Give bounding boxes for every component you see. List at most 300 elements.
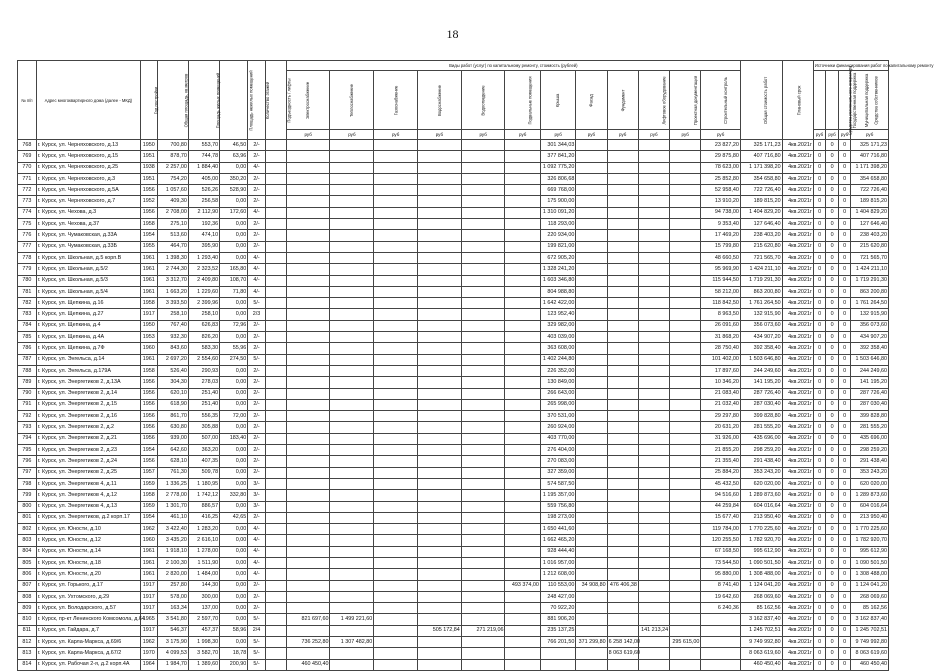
cell-facade [576,140,607,151]
cell-facade [576,614,607,625]
cell-municipal: 0 [838,343,851,354]
cell-municipal: 0 [838,286,851,297]
cell-design [670,332,701,343]
cell-gas [374,264,418,275]
header-sources-group: Источники финансирования работ по капитальному ремонту [813,61,888,71]
cell-roof: 270 083,00 [540,456,575,467]
cell-total: 238 403,20 [740,230,782,241]
cell-heat [330,535,374,546]
cell-area-total: 258,10 [157,309,188,320]
cell-heat [330,659,374,670]
cell-water [417,354,461,365]
cell-period: 4кв.2021г [782,320,813,331]
cell-basement [505,298,540,309]
cell-address: г. Курск, ул. Энергетиков 2, д.24 [36,456,140,467]
cell-electro [286,524,330,535]
cell-lift [265,219,286,230]
cell-control: 78 623,00 [701,162,741,173]
cell-period: 4кв.2021г [782,422,813,433]
cell-electro [286,625,330,636]
cell-water [417,377,461,388]
cell-area-nonliving: 0,00 [220,422,248,433]
cell-gas [374,512,418,523]
cell-basement [505,388,540,399]
header-period: Плановый срок [782,61,813,140]
table-row [18,332,889,343]
cell-roof: 1 402 244,80 [540,354,575,365]
cell-heat [330,365,374,376]
cell-electro [286,151,330,162]
cell-address: г. Курск, ул. Щепкина, д.27 [36,309,140,320]
cell-water [417,185,461,196]
table-row [18,388,889,399]
cell-municipal: 0 [838,456,851,467]
cell-state: 0 [826,275,839,286]
cell-regional: 0 [813,445,826,456]
cell-floors: 5/- [248,648,266,659]
cell-lifts [638,535,669,546]
cell-floors: 2/- [248,467,266,478]
table-row [18,241,889,252]
cell-area-total: 3 435,20 [157,535,188,546]
cell-basement [505,207,540,218]
cell-owners: 407 716,80 [851,151,889,162]
cell-area-nonliving: 0,00 [220,546,248,557]
cell-roof: 766 201,50 [540,637,575,648]
cell-lifts [638,264,669,275]
header-gas: Газоснабжение [374,71,418,130]
cell-facade [576,185,607,196]
cell-design [670,467,701,478]
cell-water [417,298,461,309]
cell-regional: 0 [813,298,826,309]
cell-municipal: 0 [838,569,851,580]
cell-address: г. Курск, ул. Чехова, д.37 [36,219,140,230]
cell-year: 1917 [140,603,157,614]
cell-regional: 0 [813,196,826,207]
cell-design [670,569,701,580]
cell-total: 353 243,20 [740,467,782,478]
cell-owners: 604 016,64 [851,501,889,512]
cell-sewer [461,580,505,591]
cell-design [670,490,701,501]
table-row [18,275,889,286]
cell-design [670,173,701,184]
cell-area-living: 3 582,70 [188,648,219,659]
cell-basement [505,467,540,478]
cell-no: 772 [18,185,37,196]
cell-floors: 2/- [248,320,266,331]
cell-facade [576,207,607,218]
cell-floors: 4/- [248,252,266,263]
cell-year: 1917 [140,580,157,591]
cell-lifts [638,196,669,207]
cell-sewer [461,557,505,568]
cell-area-total: 1 663,20 [157,286,188,297]
cell-municipal: 0 [838,637,851,648]
cell-foundation [607,185,638,196]
cell-lifts [638,659,669,670]
cell-basement [505,343,540,354]
cell-no: 796 [18,456,37,467]
cell-heat [330,354,374,365]
cell-state: 0 [826,332,839,343]
cell-total: 8 063 619,60 [740,648,782,659]
table-row [18,467,889,478]
cell-area-total: 620,10 [157,388,188,399]
cell-lift [265,365,286,376]
cell-foundation [607,275,638,286]
unit-municipal: руб [838,130,851,140]
cell-area-living: 526,26 [188,185,219,196]
cell-basement [505,286,540,297]
cell-lift [265,603,286,614]
cell-address: г. Курск, ул. Щепкина, д.4А [36,332,140,343]
cell-period: 4кв.2021г [782,140,813,151]
cell-water: 505 172,84 [417,625,461,636]
cell-heat [330,275,374,286]
cell-area-nonliving: 0,00 [220,399,248,410]
cell-floors: 2/- [248,456,266,467]
cell-foundation [607,557,638,568]
cell-regional: 0 [813,264,826,275]
cell-address: г. Курск, ул. Щепкина, д.7Ф [36,343,140,354]
cell-floors: 4/- [248,535,266,546]
cell-design [670,275,701,286]
cell-state: 0 [826,591,839,602]
cell-area-living: 509,78 [188,467,219,478]
cell-area-total: 1 057,60 [157,185,188,196]
cell-foundation [607,467,638,478]
cell-heat [330,320,374,331]
cell-foundation [607,173,638,184]
cell-lifts [638,603,669,614]
cell-lifts [638,614,669,625]
cell-total: 287 030,40 [740,399,782,410]
cell-period: 4кв.2021г [782,298,813,309]
cell-basement [505,275,540,286]
cell-state: 0 [826,659,839,670]
cell-electro [286,173,330,184]
cell-control: 29 875,80 [701,151,741,162]
cell-no: 797 [18,467,37,478]
cell-owners: 863 200,80 [851,286,889,297]
cell-area-total: 275,10 [157,219,188,230]
cell-total: 244 249,60 [740,365,782,376]
cell-year: 1954 [140,445,157,456]
cell-lifts [638,286,669,297]
cell-sewer [461,614,505,625]
cell-area-living: 1 283,20 [188,524,219,535]
cell-area-living: 553,70 [188,140,219,151]
cell-year: 1917 [140,591,157,602]
cell-heat [330,524,374,535]
cell-control [701,648,741,659]
cell-lifts [638,275,669,286]
cell-period: 4кв.2021г [782,659,813,670]
cell-area-nonliving: 0,00 [220,365,248,376]
cell-no: 787 [18,354,37,365]
cell-basement [505,264,540,275]
table-row [18,569,889,580]
cell-regional: 0 [813,388,826,399]
cell-foundation [607,546,638,557]
cell-total: 127 646,40 [740,219,782,230]
cell-roof: 118 293,00 [540,219,575,230]
cell-gas [374,354,418,365]
cell-area-nonliving: 0,00 [220,501,248,512]
header-owners: Средства собственников [851,71,889,130]
cell-facade [576,252,607,263]
cell-area-total: 754,20 [157,173,188,184]
cell-state: 0 [826,365,839,376]
cell-electro [286,557,330,568]
cell-basement [505,490,540,501]
cell-control [701,637,741,648]
header-roof: Крыша [540,71,575,130]
cell-foundation [607,298,638,309]
cell-lifts [638,591,669,602]
cell-year: 1951 [140,151,157,162]
cell-water [417,478,461,489]
cell-lift [265,614,286,625]
cell-period: 4кв.2021г [782,512,813,523]
cell-area-total: 3 422,40 [157,524,188,535]
cell-floors: 5/- [248,659,266,670]
cell-year: 1956 [140,388,157,399]
cell-design [670,162,701,173]
cell-area-living: 416,25 [188,512,219,523]
cell-roof: 276 404,00 [540,445,575,456]
unit-sewer: руб [461,130,505,140]
cell-address: г. Курск, ул. Щепкина, д.4 [36,320,140,331]
cell-lift [265,591,286,602]
cell-design [670,591,701,602]
cell-lift [265,320,286,331]
cell-total: 407 716,80 [740,151,782,162]
cell-control: 115 944,50 [701,275,741,286]
cell-area-living: 1 180,95 [188,478,219,489]
cell-lift [265,411,286,422]
cell-municipal: 0 [838,422,851,433]
cell-gas [374,332,418,343]
cell-owners: 189 815,20 [851,196,889,207]
cell-area-nonliving: 0,00 [220,467,248,478]
unit-gas: руб [374,130,418,140]
cell-address: г. Курск, ул. Энергетиков 2, д.23 [36,445,140,456]
cell-gas [374,207,418,218]
cell-lifts [638,354,669,365]
cell-floors: 2/- [248,377,266,388]
cell-basement [505,320,540,331]
cell-roof: 403 770,00 [540,433,575,444]
cell-total: 1 719 291,30 [740,275,782,286]
cell-basement [505,557,540,568]
cell-foundation [607,411,638,422]
cell-gas [374,580,418,591]
cell-water [417,445,461,456]
cell-area-living: 1 484,00 [188,569,219,580]
table-row [18,399,889,410]
header-state: Государственная поддержка [826,71,839,130]
cell-year: 1962 [140,524,157,535]
cell-floors: 2/- [248,173,266,184]
cell-total: 434 907,20 [740,332,782,343]
cell-facade [576,546,607,557]
cell-roof: 804 988,80 [540,286,575,297]
cell-gas [374,309,418,320]
cell-lift [265,433,286,444]
cell-area-nonliving: 58,96 [220,625,248,636]
cell-facade [576,399,607,410]
cell-total: 268 069,60 [740,591,782,602]
cell-year: 1956 [140,433,157,444]
cell-period: 4кв.2021г [782,591,813,602]
cell-total: 9 749 992,80 [740,637,782,648]
cell-address: г. Курск, ул. Юности, д.10 [36,524,140,535]
cell-area-nonliving: 165,80 [220,264,248,275]
cell-area-total: 578,00 [157,591,188,602]
header-foundation: Фундамент [607,71,638,130]
table-row [18,625,889,636]
cell-no: 779 [18,264,37,275]
cell-heat [330,264,374,275]
cell-regional: 0 [813,230,826,241]
table-row [18,354,889,365]
cell-electro [286,535,330,546]
cell-address: г. Курск, ул. Рабочая 2-я, д.2 корп.4А [36,659,140,670]
cell-floors: 4/- [248,546,266,557]
cell-design [670,354,701,365]
table-row [18,151,889,162]
cell-owners: 287 726,40 [851,388,889,399]
cell-water [417,512,461,523]
cell-sewer [461,433,505,444]
cell-heat [330,445,374,456]
cell-period: 4кв.2021г [782,185,813,196]
cell-water [417,309,461,320]
cell-municipal: 0 [838,230,851,241]
cell-design: 295 615,00 [670,637,701,648]
cell-water [417,659,461,670]
cell-address: г. Курск, ул. Володарского, д.57 [36,603,140,614]
cell-water [417,343,461,354]
cell-sewer [461,354,505,365]
cell-no: 777 [18,241,37,252]
cell-state: 0 [826,151,839,162]
cell-no: 770 [18,162,37,173]
cell-lifts [638,365,669,376]
table-row [18,603,889,614]
cell-foundation [607,241,638,252]
cell-electro: 736 252,80 [286,637,330,648]
cell-control: 26 091,60 [701,320,741,331]
cell-no: 771 [18,173,37,184]
cell-area-living: 1 389,60 [188,659,219,670]
table-row [18,185,889,196]
cell-lift [265,343,286,354]
cell-regional: 0 [813,320,826,331]
cell-no: 814 [18,659,37,670]
header-sewer: Водоотведение [461,71,505,130]
cell-basement [505,546,540,557]
cell-design [670,399,701,410]
cell-electro [286,207,330,218]
cell-year: 1956 [140,411,157,422]
cell-foundation [607,332,638,343]
cell-floors: 2/- [248,151,266,162]
cell-lifts [638,140,669,151]
cell-electro [286,252,330,263]
cell-owners: 1 289 873,60 [851,490,889,501]
cell-control: 21 355,40 [701,456,741,467]
cell-lifts [638,377,669,388]
cell-sewer [461,252,505,263]
cell-roof: 235 137,25 [540,625,575,636]
cell-water [417,433,461,444]
cell-sewer [461,411,505,422]
cell-water [417,411,461,422]
cell-basement [505,196,540,207]
cell-year: 1950 [140,320,157,331]
cell-gas [374,343,418,354]
cell-municipal: 0 [838,546,851,557]
cell-roof: 260 924,00 [540,422,575,433]
cell-lifts [638,162,669,173]
cell-no: 776 [18,230,37,241]
cell-address: г. Курск, ул. Энергетиков, д.2 корп.17 [36,512,140,523]
cell-design [670,456,701,467]
header-municipal: Муниципальная поддержка [838,71,851,130]
cell-gas [374,252,418,263]
cell-owners: 1 245 702,51 [851,625,889,636]
header-electro: Электроснабжение [286,71,330,130]
cell-regional: 0 [813,241,826,252]
unit-control: руб [701,130,741,140]
cell-water [417,467,461,478]
cell-period: 4кв.2021г [782,388,813,399]
cell-owners: 1 124 041,20 [851,580,889,591]
cell-foundation [607,140,638,151]
cell-heat [330,591,374,602]
cell-area-total: 3 393,50 [157,298,188,309]
cell-lifts [638,252,669,263]
table-row [18,173,889,184]
cell-control: 101 402,00 [701,354,741,365]
cell-heat [330,490,374,501]
cell-municipal: 0 [838,365,851,376]
cell-state: 0 [826,490,839,501]
cell-electro [286,343,330,354]
cell-area-living: 474,10 [188,230,219,241]
cell-area-nonliving: 0,00 [220,524,248,535]
cell-basement [505,411,540,422]
cell-no: 791 [18,399,37,410]
cell-design [670,433,701,444]
cell-area-total: 526,40 [157,365,188,376]
cell-facade [576,162,607,173]
cell-no: 811 [18,625,37,636]
cell-lift [265,456,286,467]
cell-owners: 3 162 837,40 [851,614,889,625]
cell-foundation [607,219,638,230]
cell-facade [576,320,607,331]
cell-electro [286,501,330,512]
cell-heat [330,298,374,309]
cell-owners: 722 726,40 [851,185,889,196]
cell-no: 807 [18,580,37,591]
cell-area-nonliving: 332,80 [220,490,248,501]
